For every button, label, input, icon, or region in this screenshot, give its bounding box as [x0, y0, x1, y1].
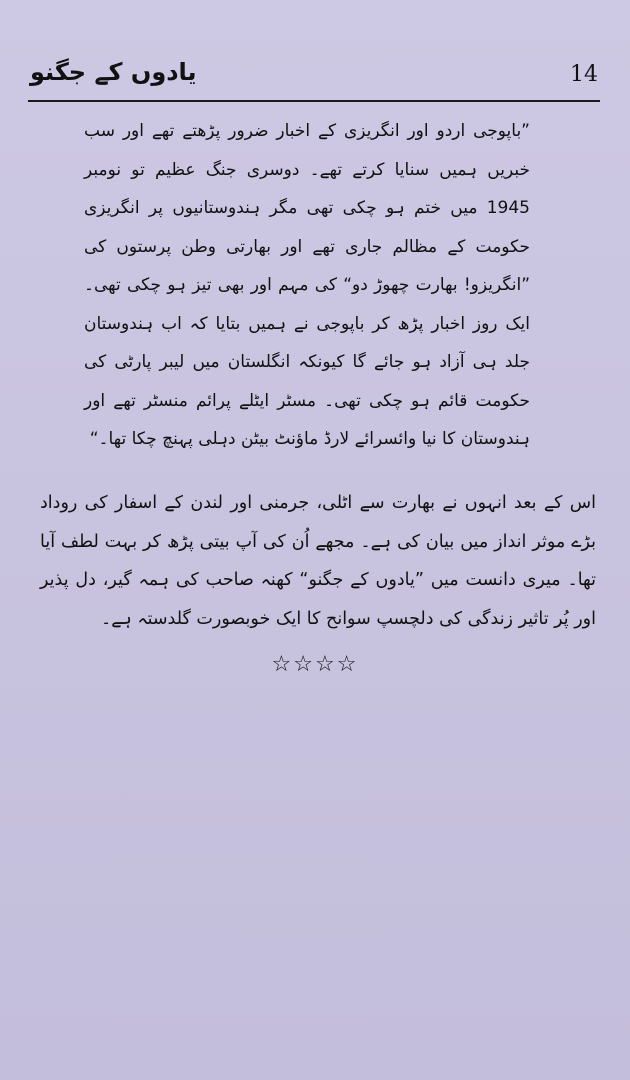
quoted-paragraph: ”باپوجی اردو اور انگریزی کے اخبار ضرور پڑھتے تھے اور سب خبریں ہمیں سنایا کرتے تھے۔ دوسری جنگ عظیم تو نومبر 1945 میں ختم ہو چکی تھی مگر ہندوستانیوں پر انگریزی حکومت کے مظالم جاری تھے اور بھارتی وطن پرستوں کی ”انگریزو! بھارت چھوڑ دو“ کی مہم اور بھی تیز ہو چکی تھی۔ ایک روز اخبار پڑھ کر باپوجی نے ہمیں بتایا کہ اب ہندوستان جلد ہی آزاد ہو جائے گا کیونکہ انگلستان میں لیبر پارٹی کی حکومت قائم ہو چکی تھی۔ مسٹر ایٹلے پرائم منسٹر تھے اور ہندوستان کا نیا وائسرائے لارڈ ماؤنٹ بیٹن دہلی پہنچ چکا تھا۔“	[84, 121, 530, 449]
header-divider	[28, 100, 600, 102]
running-title: یادوں کے جگنو	[30, 58, 197, 86]
page-header	[30, 58, 598, 102]
page-number: 14	[570, 62, 598, 87]
section-break-stars: ☆☆☆☆	[271, 652, 359, 677]
body-paragraph: اس کے بعد انہوں نے بھارت سے اٹلی، جرمنی اور لندن کے اسفار کی روداد بڑے موثر انداز میں بیان کی ہے۔ مجھے اُن کی آپ بیتی پڑھ کر بہت لطف آیا تھا۔ میری دانست میں ”یادوں کے جگنو“ کھنہ صاحب کی ہمہ گیر، دل پذیر اور پُر تاثیر زندگی کی دلچسپ سوانح کا ایک خوبصورت گلدستہ ہے۔	[40, 493, 596, 629]
